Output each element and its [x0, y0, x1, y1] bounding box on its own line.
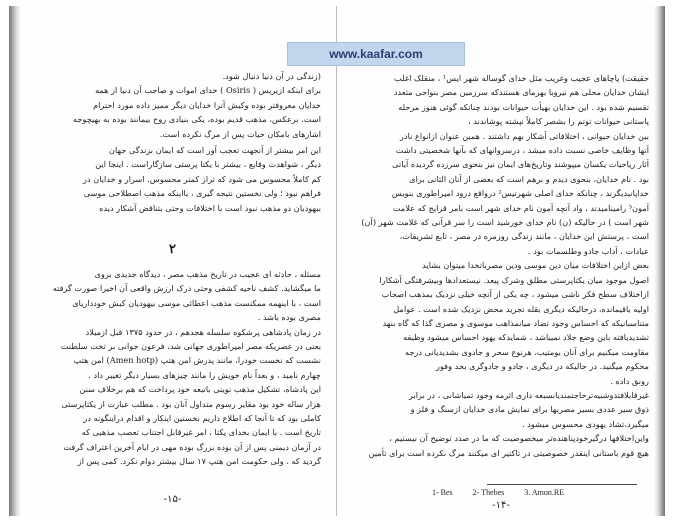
text-line: بعض ازاین اختلافات میان دین موسی ودین مصرباتخدا میتوان بشاید: [422, 260, 649, 271]
text-line: محکوم میگنید. در حالیکه در دیگری ، جادو و جادوگری بحد وفور: [436, 361, 649, 372]
text-line: این امر بیشتر از آنجهت تعجب آور است که ایمان بزندگی جهان: [109, 145, 321, 155]
text-line: دیگر ، شواهدت وقایع ، بیشتر با یکتا پرستی سازگاراست . اینجا این: [95, 159, 321, 170]
text-line: واین‌اختلافها درگیرخودپناهنده‌تر میخصوصیت که ما در صدد توضیح آن نیستیم ،: [389, 433, 649, 444]
text-line: کاملی بود که تا آنجا که اطلاع داریم نخستین اینکار و اقدام دراینگونه در: [83, 413, 321, 424]
text-line: گردید که . ولی حکومت امن هتپ ۱۷ سال بیشتر دوام نکرد. کمی پس از: [77, 456, 321, 467]
text-line: ما میگشاید. کشف ناحیه کشفی وحتی درک ارزش واقعی آن اخیرا صورت گرفته: [52, 283, 321, 294]
text-line: آمون³ رامینامیدند ، واد آنچه آمون نام خدای شهر است بامر قرایج که علامت: [392, 202, 649, 213]
text-line: شهر است ) در حالیکه (ن) نام خدای خورشید است را سر قرآنی که غلامت شهر (آن): [361, 217, 649, 228]
section-number: ۲: [169, 242, 176, 257]
text-line: بین خدایان حیوانی ، اختلافاتی آشکار بهم داشتند . همبن عنوان ازانواع نادر: [399, 130, 649, 141]
footnote-divider: [487, 484, 637, 485]
text-line: تقسیم شده بود . این خدایان بهیأت حیوانات بودند چنانکه گوئی هنوز مرحله: [398, 101, 649, 112]
text-line: یعنی در عصریکه مصر امپراطوری جهانی شد، فرعون جوانی بر تخت سلطنت: [60, 341, 321, 352]
text-line: مقاومت میکنیم برای آنان بومتیب، هرنوع سحر و جادوی بشدیدیانی درجه: [404, 346, 649, 357]
page-edge-shadow: [654, 6, 665, 516]
left-top-paragraph: [31, 70, 321, 142]
text-line: رونق داده .: [610, 375, 649, 386]
text-line: ایشان خدایان محلی هم نیروبا بهرمای هستندکه سرزمین مصر بنواحی متعدد: [393, 87, 649, 98]
text-line: میگیرد،تشاد یهودی محسوس میشود .: [522, 418, 649, 429]
left-middle-paragraph: [31, 144, 321, 216]
text-line: این پادشاه، تشکیل مذهب نوینی باتبعه خود پرداخت که هم برخلاف سنن: [79, 384, 321, 395]
footnote: 1- Bes: [432, 488, 453, 497]
text-line: چهارم نامید ، و بعداً نام خویش را مانند چیزهای بسیار دیگر تغییر داد .: [88, 369, 321, 380]
page-number: -۱۵-: [163, 494, 182, 505]
text-line: متناسبانیکه که احساس وجود تضاد میانمذاهب موسوی و مصری گذا که گاه بنهد: [382, 317, 649, 328]
page-number: -۱۴-: [492, 500, 510, 511]
text-line: فراهم نبود ؛ ولی نخستین نتیجه گیری ، بااینکه مذهب اصطلاحی موسی: [83, 188, 321, 199]
left-bottom-paragraph: [31, 268, 321, 470]
text-line: تاریخ است . با ایمان بخدای یکتا ، امر غیرقابل اجتناب تعصب مذهبی که: [81, 427, 321, 438]
left-page: [9, 6, 337, 516]
text-line: مسئله ، حادثه ای عجیب در تاریخ مذهب مصر ، دیدگاه جدیدی بروی: [94, 269, 321, 279]
text-line: برای اینکه ازیریس ( Osiris ) خدای اموات و صاحب آن دنیا از همه: [95, 85, 321, 96]
text-line: غیرقابلافتدوشبیه‌ترحاجتمندیانسبعه داری اثرمه وجود تمیاشانی ، در برابر: [408, 389, 649, 400]
text-line: بود . نام خدایان، بنحوی دیدم و برهم است که بعضی از آنان الثانی برای: [409, 173, 649, 184]
text-line: عبادات ، آداب جادو وطلسمات بود .: [528, 245, 649, 256]
right-page: [337, 6, 665, 516]
text-line: تشدیدیافته باین وضع جلاد نمیباشد ، شمایدکه یهود احساس میشود وظیفه: [403, 332, 649, 343]
right-main-text: [357, 72, 649, 461]
text-line: حقیقت) پاچاهای عجیب وغریب مثل خدای گوساله شهر ایس¹ ، منقلک اغلب: [394, 73, 649, 83]
text-line: است ، با اینهمه ممکنست مذهب اعطائی موسی بیهودیان کیش خودداریای: [72, 297, 321, 308]
text-line: اولیه باقیمانده، درحالیکه دیگری بقله تجرید محض نزدیک شده است . عوامل: [393, 303, 649, 314]
text-line: آنها وظایف خاصی نسبت داده میشد ، درسروانهای که بآنها شخصیتی داشت: [395, 145, 649, 156]
text-line: در زمان پادشاهی پرشکوه سلسله هجدهم ، در حدود ۱۳۷۵ قبل ازمیلاد: [85, 326, 321, 337]
text-line: آثار ریاحیات یکسان میپوشند وتاریخ‌های ایمان نیز بنحوی سرزده گردیده آیاتی: [392, 159, 649, 170]
text-line: خدایان معروفتر بوده وکیش آنرا خدایان دیگر ممیز داده مورد احترام: [93, 99, 321, 110]
watermark-banner: www.kaafar.com: [287, 42, 465, 66]
page-edge-shadow: [9, 6, 21, 516]
text-line: بیهودیان دو مذهب نبود است با اختلافات وحتی بتناقض آشکار دیده: [99, 202, 321, 213]
book-scan: [9, 6, 665, 516]
text-line: (زندگی در آن دنیا دنبال شود.: [222, 71, 321, 81]
footnotes: [432, 488, 647, 497]
footnote: 3. Amon.RE: [524, 488, 565, 497]
text-line: ازاختلاف سطح فکر ناشی میشود ، چه یکی از آنچه خیلی نزدیک بمذهب اصحاب: [381, 289, 649, 300]
text-line: هزار ساله خود بود مقایر رسوم متداول آنان بود . مطلب عبارت از یکتاپرستی: [61, 398, 321, 409]
text-line: نشست که نخست خودرا، مانند پدرش امن هتپ (Amen hotp) امن هتپ: [73, 355, 321, 366]
text-line: اشارهای بامکان حیات پس از مرگ نکرده است.: [159, 128, 321, 139]
text-line: است ، پرستش این خدایان ، مانند زندگی روزمره در مصر ، تابع تشریفات،: [399, 231, 649, 242]
text-line: پاستانی حیوانات توتم را بشصر کاملاً نپشته پوشاندند ،: [468, 116, 649, 127]
text-line: خداپانبدیگرند ، چنانکه خدای اصلی شهرتیس² درواقع درود امپراطوری بنویس: [391, 188, 649, 199]
text-line: است. برعکس، مذهب قدیم بوده، یکی بنیادی روح بیمانند بوده به بهیچوجه: [73, 114, 321, 125]
text-line: مصری بوده باشد .: [257, 312, 321, 323]
text-line: اصول موجود میان یکتاپرستی مطلق وشرک پیعد. نیستعدادها وبیشرفتگی آشکارا: [379, 274, 649, 285]
text-line: ذوق سیر عددی بسیر مصریها برای نمایش مادی خدایان ازسنگ و فلز و: [410, 404, 649, 415]
footnote: 2- Thebes: [472, 488, 505, 497]
text-line: در آزمان دیمنی پس از آن بوده بزرگ بوده مهی در ایام آخرین اعتراف گرفت: [63, 441, 321, 452]
text-line: هیچ قوم باستانی اینقدر خصوصیتی در تاکتیر ای میکنند مرگ نکرده است برای تأمین: [368, 447, 649, 458]
text-line: کم کاملاً محسوس می شود که تراز کمتر محسوس. اسرار و خدایان در: [83, 173, 321, 184]
